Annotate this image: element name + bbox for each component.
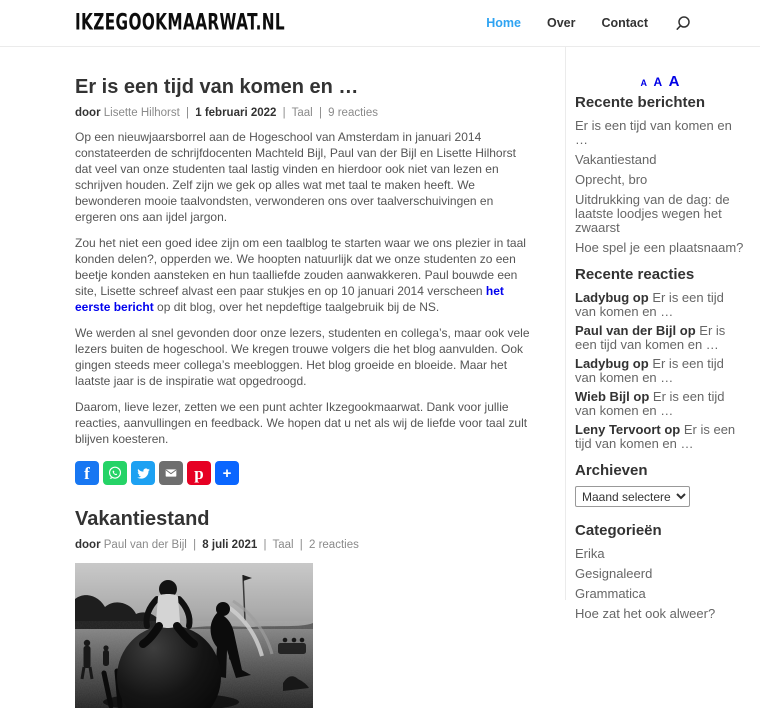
facebook-glyph: f [84, 463, 90, 483]
post-paragraph: Daarom, lieve lezer, zetten we een punt achter Ikzegookmaarwat. Dank voor jullie reacties, aanvullingen en feedback. We hopen dat u net als wij de liefde voor taal zult blijven koesteren. [75, 400, 528, 446]
category-link[interactable]: Gesignaleerd [575, 566, 653, 581]
meta-separator: | [299, 539, 303, 551]
beach-ball-photo[interactable] [75, 563, 313, 708]
op-label: op [632, 356, 649, 371]
sidebar [575, 47, 745, 627]
font-size-small-button[interactable]: A [640, 78, 648, 88]
facebook-share-icon[interactable] [75, 461, 99, 485]
meta-separator: | [186, 107, 190, 119]
recent-comments-title: Recente reacties [575, 266, 695, 283]
op-label: op [664, 422, 681, 437]
recent-posts-title: Recente berichten [575, 94, 706, 111]
more-share-icon[interactable] [215, 461, 239, 485]
recent-post-link[interactable]: Hoe spel je een plaatsnaam? [575, 240, 744, 255]
recent-comment [575, 324, 745, 352]
font-size-medium-button[interactable]: A [653, 75, 663, 89]
paragraph-text: op dit blog, over het nepdeftige taalgebruik bij de NS. [153, 300, 440, 314]
twitter-bird-glyph [136, 466, 151, 481]
pinterest-glyph: p [194, 463, 204, 483]
comment-post-link[interactable]: Er is een tijd van komen en … [575, 389, 725, 418]
category-link[interactable]: Taal [291, 107, 313, 119]
category-link[interactable]: Grammatica [575, 586, 646, 601]
post-date: 8 juli 2021 [202, 539, 258, 551]
post-title[interactable]: Er is een tijd van komen en … [75, 76, 359, 98]
author-link[interactable]: Lisette Hilhorst [103, 107, 180, 119]
search-icon[interactable] [674, 14, 692, 32]
op-label: op [632, 290, 649, 305]
post-paragraph [75, 235, 530, 315]
recent-posts-list [575, 119, 745, 255]
paragraph-text: Zou het niet een goed idee zijn om een taalblog te starten waar we ons plezier in taal konden delen?, opperden we. We hoopten natuurlijk dat we onze studenten zo een beetje konden aansteken en hun taalliefde zouden aanwakkeren. Paul bouwde een site, Lisette schreef alvast een paar stukjes en op 10 januari 2014 verscheen [75, 236, 526, 298]
content-column [75, 47, 530, 708]
meta-door-label: door [75, 539, 101, 551]
email-share-icon[interactable] [159, 461, 183, 485]
category-link[interactable]: Hoe zat het ook alweer? [575, 606, 716, 621]
comment-post-link[interactable]: Er is een tijd van komen en … [575, 422, 736, 451]
nav-item-home[interactable]: Home [486, 16, 521, 30]
site-logo[interactable]: IKZEGOOKMAARWAT.NL [75, 10, 286, 36]
post-date: 1 februari 2022 [195, 107, 277, 119]
post-paragraph: We werden al snel gevonden door onze lezers, studenten en collega’s, maar ook vele lezers buiten de hogeschool. We kregen trouwe volgers die het blog aanvulden. Ook gingen steeds meer collega’s meebloggen. Het blog groeide en bloeide. Maar het laatste jaar is de inspiratie wat opgedroogd. [75, 326, 530, 388]
recent-comment [575, 390, 745, 418]
site-header [0, 0, 760, 47]
recent-comment [575, 291, 745, 319]
post-title[interactable]: Vakantiestand [75, 508, 210, 530]
comment-author: Paul van der Bijl [575, 323, 677, 338]
meta-separator: | [263, 539, 267, 551]
post-meta [75, 107, 530, 119]
archives-title: Archieven [575, 462, 648, 479]
recent-comment [575, 357, 745, 385]
font-size-large-button[interactable]: A [668, 73, 680, 90]
meta-separator: | [282, 107, 286, 119]
meta-separator: | [193, 539, 197, 551]
recent-comment [575, 423, 745, 451]
whatsapp-glyph [107, 465, 123, 481]
pinterest-share-icon[interactable] [187, 461, 211, 485]
plus-glyph: + [222, 464, 232, 482]
post-meta [75, 539, 530, 551]
category-link[interactable]: Taal [272, 539, 294, 551]
recent-post-link[interactable]: Vakantiestand [575, 152, 657, 167]
nav-item-over[interactable]: Over [546, 16, 576, 30]
first-post-link[interactable]: het eerste bericht [75, 284, 504, 314]
recent-comments-list [575, 291, 745, 451]
archives-select[interactable] [575, 486, 690, 507]
categories-title: Categorieën [575, 522, 662, 539]
category-link[interactable]: Erika [575, 546, 605, 561]
envelope-glyph [163, 465, 179, 481]
comment-author: Leny Tervoort [575, 422, 661, 437]
comment-author: Ladybug [575, 356, 630, 371]
font-size-controls [575, 73, 745, 91]
whatsapp-share-icon[interactable] [103, 461, 127, 485]
recent-post-link[interactable]: Uitdrukking van de dag: de laatste loodjes wegen het zwaarst [575, 192, 730, 235]
op-label: op [633, 389, 650, 404]
op-label: op [679, 323, 696, 338]
comment-post-link[interactable]: Er is een tijd van komen en … [575, 290, 724, 319]
comment-post-link[interactable]: Er is een tijd van komen en … [575, 356, 724, 385]
comments-link[interactable]: 2 reacties [308, 539, 359, 551]
author-link[interactable]: Paul van der Bijl [103, 539, 187, 551]
comment-author: Wieb Bijl [575, 389, 630, 404]
comments-link[interactable]: 9 reacties [328, 107, 378, 119]
twitter-share-icon[interactable] [131, 461, 155, 485]
comment-author: Ladybug [575, 290, 630, 305]
meta-door-label: door [75, 107, 101, 119]
recent-post-link[interactable]: Er is een tijd van komen en … [575, 118, 732, 147]
sidebar-divider [565, 47, 566, 600]
post-paragraph: Op een nieuwjaarsborrel aan de Hogeschool van Amsterdam in januari 2014 constateerden de schrijfdocenten Machteld Bijl, Paul van der Bijl en Lisette Hilhorst dat veel van onze studenten taal lastig vinden en hierdoor ook niet van lezen en schrijven houden. Zelf zijn we gek op alles wat met taal te maken heeft. We bewonderen mooie taalvondsten, verwonderen ons over taalverschuivingen en ergeren ons aan ijdel jargon. [75, 130, 516, 224]
categories-list [575, 547, 745, 621]
comment-post-link[interactable]: Er is een tijd van komen en … [575, 323, 726, 352]
nav-item-contact[interactable]: Contact [601, 16, 648, 30]
meta-separator: | [318, 107, 322, 119]
recent-post-link[interactable]: Oprecht, bro [575, 172, 648, 187]
main-nav [486, 14, 692, 32]
share-buttons [75, 461, 530, 485]
